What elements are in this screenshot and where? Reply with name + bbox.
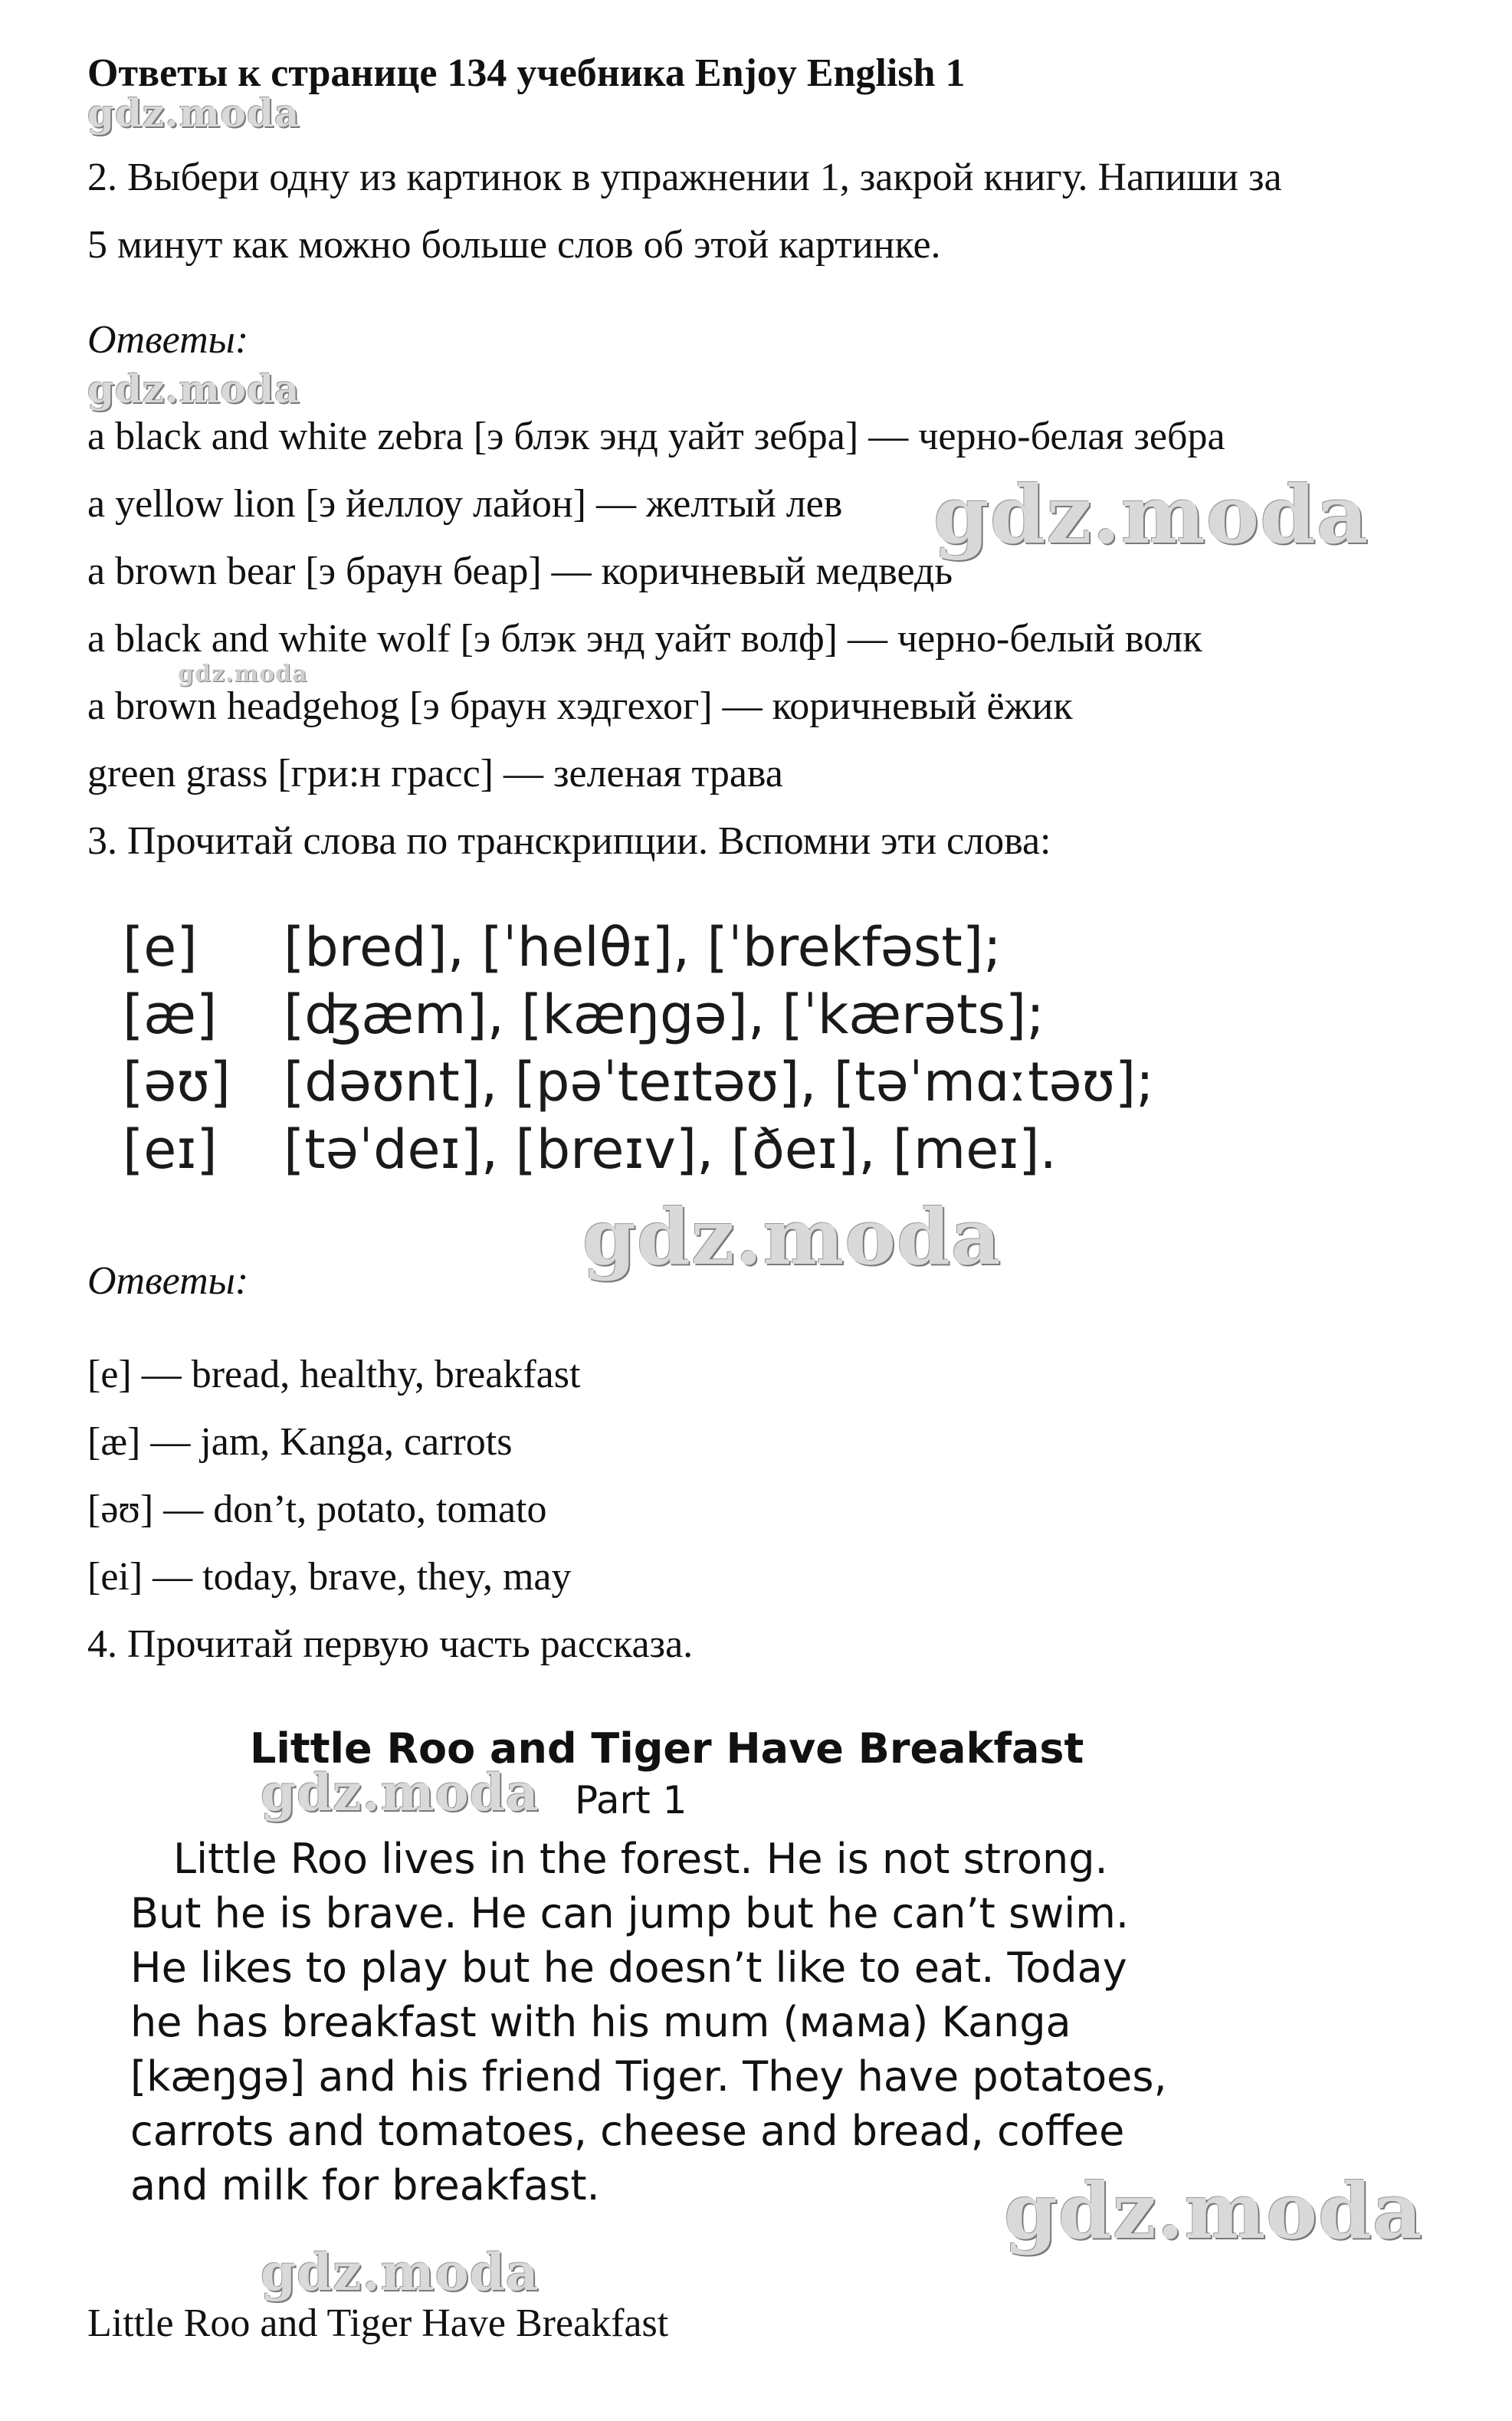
story-text: [130, 1832, 1167, 2213]
transcription-sound: [əʊ]: [123, 1051, 231, 1114]
story-line: and milk for breakfast.: [130, 2161, 600, 2209]
transcription-row: [123, 1051, 1154, 1113]
story-line: he has breakfast with his mum (мама) Kanga: [130, 1998, 1071, 2046]
transcription-words: [ʤæm], [kæŋgə], [ˈkærəts];: [284, 983, 1045, 1046]
task3-prompt: 3. Прочитай слова по транскрипции. Вспомни эти слова:: [87, 819, 1051, 863]
story-title: Little Roo and Tiger Have Breakfast: [250, 1724, 1084, 1773]
watermark: gdz.moda: [1004, 2166, 1423, 2256]
watermark: gdz.moda: [261, 1763, 540, 1822]
story-line: Little Roo lives in the forest. He is not strong.: [173, 1835, 1108, 1883]
task2-answer: a brown bear [э браун беар] — коричневый медведь: [87, 549, 953, 593]
watermark: gdz.moda: [87, 366, 300, 412]
watermark: gdz.moda: [582, 1192, 1002, 1282]
task3-answer: [e] — bread, healthy, breakfast: [87, 1353, 581, 1396]
task3-answer: [əʊ] — don’t, potato, tomato: [87, 1488, 547, 1531]
transcription-words: [dəʊnt], [pəˈteɪtəʊ], [təˈmɑːtəʊ];: [284, 1051, 1154, 1114]
transcription-row: [123, 917, 1002, 978]
watermark: gdz.moda: [261, 2242, 540, 2302]
task2-prompt-line1: 2. Выбери одну из картинок в упражнении 1, закрой книгу. Напиши за: [87, 156, 1282, 199]
transcription-sound: [e]: [123, 916, 198, 979]
transcription-sound: [æ]: [123, 983, 218, 1046]
transcription-row: [123, 984, 1045, 1045]
story-line: But he is brave. He can jump but he can’t swim.: [130, 1889, 1130, 1937]
transcription-words: [bred], [ˈhelθɪ], [ˈbrekfəst];: [284, 916, 1002, 979]
task3-answer: [ei] — today, brave, they, may: [87, 1555, 572, 1599]
task2-answer: a black and white wolf [э блэк энд уайт волф] — черно-белый волк: [87, 617, 1202, 661]
story-line: [kæŋgə] and his friend Tiger. They have potatoes,: [130, 2052, 1167, 2101]
task2-answer: a brown headgehog [э браун хэдгехог] — коричневый ёжик: [87, 684, 1073, 728]
task2-answer: a yellow lion [э йеллоу лайон] — желтый лев: [87, 482, 843, 526]
task4-prompt: 4. Прочитай первую часть рассказа.: [87, 1622, 694, 1666]
story-line: He likes to play but he doesn’t like to eat. Today: [130, 1944, 1127, 1992]
task2-answers-label: Ответы:: [87, 318, 249, 362]
page-title: Ответы к странице 134 учебника Enjoy English 1: [87, 51, 966, 95]
task3-answers-label: Ответы:: [87, 1259, 249, 1303]
watermark: gdz.moda: [933, 467, 1369, 562]
task2-prompt-line2: 5 минут как можно больше слов об этой картинке.: [87, 223, 941, 267]
task3-answer: [æ] — jam, Kanga, carrots: [87, 1420, 513, 1464]
watermark: gdz.moda: [178, 661, 308, 687]
task2-answer: a black and white zebra [э блэк энд уайт зебра] — черно-белая зебра: [87, 415, 1225, 458]
story-line: carrots and tomatoes, cheese and bread, coffee: [130, 2107, 1125, 2155]
story-caption: Little Roo and Tiger Have Breakfast: [87, 2301, 669, 2345]
transcription-row: [123, 1119, 1057, 1180]
watermark: gdz.moda: [87, 90, 300, 136]
task2-answer: green grass [гри:н грасс] — зеленая трава: [87, 752, 783, 796]
transcription-words: [təˈdeɪ], [breɪv], [ðeɪ], [meɪ].: [284, 1118, 1057, 1181]
story-part: Part 1: [575, 1778, 687, 1822]
transcription-sound: [eɪ]: [123, 1118, 218, 1181]
